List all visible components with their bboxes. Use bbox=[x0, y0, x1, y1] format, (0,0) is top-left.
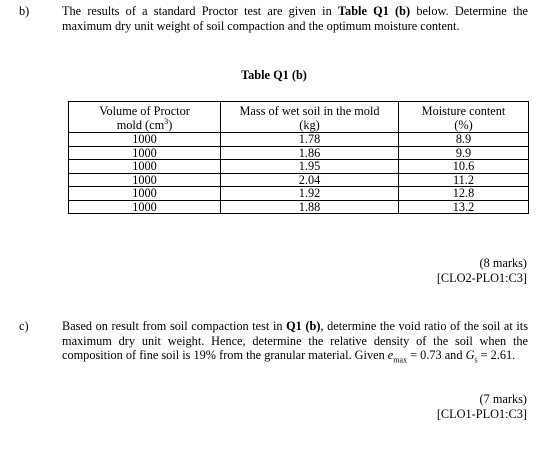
question-c-text bbox=[62, 319, 528, 363]
question-b-text bbox=[62, 4, 528, 33]
cell-volume: 1000 bbox=[69, 146, 221, 160]
header-mass-line1: Mass of wet soil in the mold bbox=[239, 104, 380, 118]
gs-symbol: G bbox=[465, 348, 475, 363]
cell-moisture: 9.9 bbox=[399, 146, 529, 160]
cell-volume: 1000 bbox=[69, 173, 221, 187]
table-row bbox=[69, 187, 529, 201]
clo-c: [CLO1-PLO1:C3] bbox=[436, 407, 527, 421]
emax-subscript: max bbox=[393, 355, 408, 365]
cell-mass: 2.04 bbox=[221, 173, 399, 187]
emax-value: = 0.73 and bbox=[407, 348, 466, 363]
cell-volume: 1000 bbox=[69, 200, 221, 214]
marks-b: (8 marks) bbox=[479, 256, 527, 270]
question-reference: Q1 (b) bbox=[286, 319, 321, 333]
cell-moisture: 10.6 bbox=[399, 160, 529, 174]
table-row bbox=[69, 200, 529, 214]
table-reference: Table Q1 (b) bbox=[337, 4, 411, 18]
cell-mass: 1.78 bbox=[221, 133, 399, 147]
header-moisture-line2: (%) bbox=[454, 118, 473, 132]
gs-value: = 2.61. bbox=[477, 348, 516, 363]
cell-moisture: 8.9 bbox=[399, 133, 529, 147]
question-c-text-start: Based on result from soil compaction test in bbox=[62, 319, 287, 333]
table-row bbox=[69, 133, 529, 147]
cell-moisture: 13.2 bbox=[399, 200, 529, 214]
cell-moisture: 11.2 bbox=[399, 173, 529, 187]
cell-mass: 1.86 bbox=[221, 146, 399, 160]
table-header-row bbox=[69, 102, 529, 133]
header-volume-unit-close: ) bbox=[168, 118, 173, 132]
table-row bbox=[69, 173, 529, 187]
cell-mass: 1.95 bbox=[221, 160, 399, 174]
header-volume-line2 bbox=[69, 118, 220, 132]
header-volume-line1: Volume of Proctor bbox=[99, 104, 190, 118]
emax-symbol: e bbox=[387, 348, 394, 363]
cell-volume: 1000 bbox=[69, 160, 221, 174]
header-moisture bbox=[399, 102, 529, 133]
header-mass bbox=[221, 102, 399, 133]
question-label-c: c) bbox=[19, 319, 29, 333]
question-label-b: b) bbox=[19, 4, 30, 18]
clo-b: [CLO2-PLO1:C3] bbox=[436, 271, 527, 285]
cell-mass: 1.92 bbox=[221, 187, 399, 201]
table-row bbox=[69, 146, 529, 160]
question-b-text-end: below. Determine the maximum dry unit weight of soil compaction and the optimum moisture content. bbox=[62, 4, 529, 33]
question-c-text-mid: , determine the void ratio of the soil at its maximum dry unit weight. Hence, determine the relative density of the soil when the composition of fine soil is 19% from the granular material. Given bbox=[62, 319, 528, 363]
cell-volume: 1000 bbox=[69, 133, 221, 147]
cell-mass: 1.88 bbox=[221, 200, 399, 214]
question-b-text-start: The results of a standard Proctor test are given in bbox=[62, 4, 338, 18]
gs-subscript: s bbox=[474, 355, 478, 365]
header-volume-unit-exp: 3 bbox=[164, 116, 169, 126]
header-volume bbox=[69, 102, 221, 133]
header-volume-unit: mold (cm bbox=[116, 118, 165, 132]
marks-c: (7 marks) bbox=[479, 392, 527, 406]
table-row bbox=[69, 160, 529, 174]
proctor-test-table bbox=[68, 101, 529, 214]
table-caption: Table Q1 (b) bbox=[241, 68, 307, 82]
header-mass-line2: (kg) bbox=[299, 118, 320, 132]
cell-volume: 1000 bbox=[69, 187, 221, 201]
cell-moisture: 12.8 bbox=[399, 187, 529, 201]
header-moisture-line1: Moisture content bbox=[421, 104, 506, 118]
